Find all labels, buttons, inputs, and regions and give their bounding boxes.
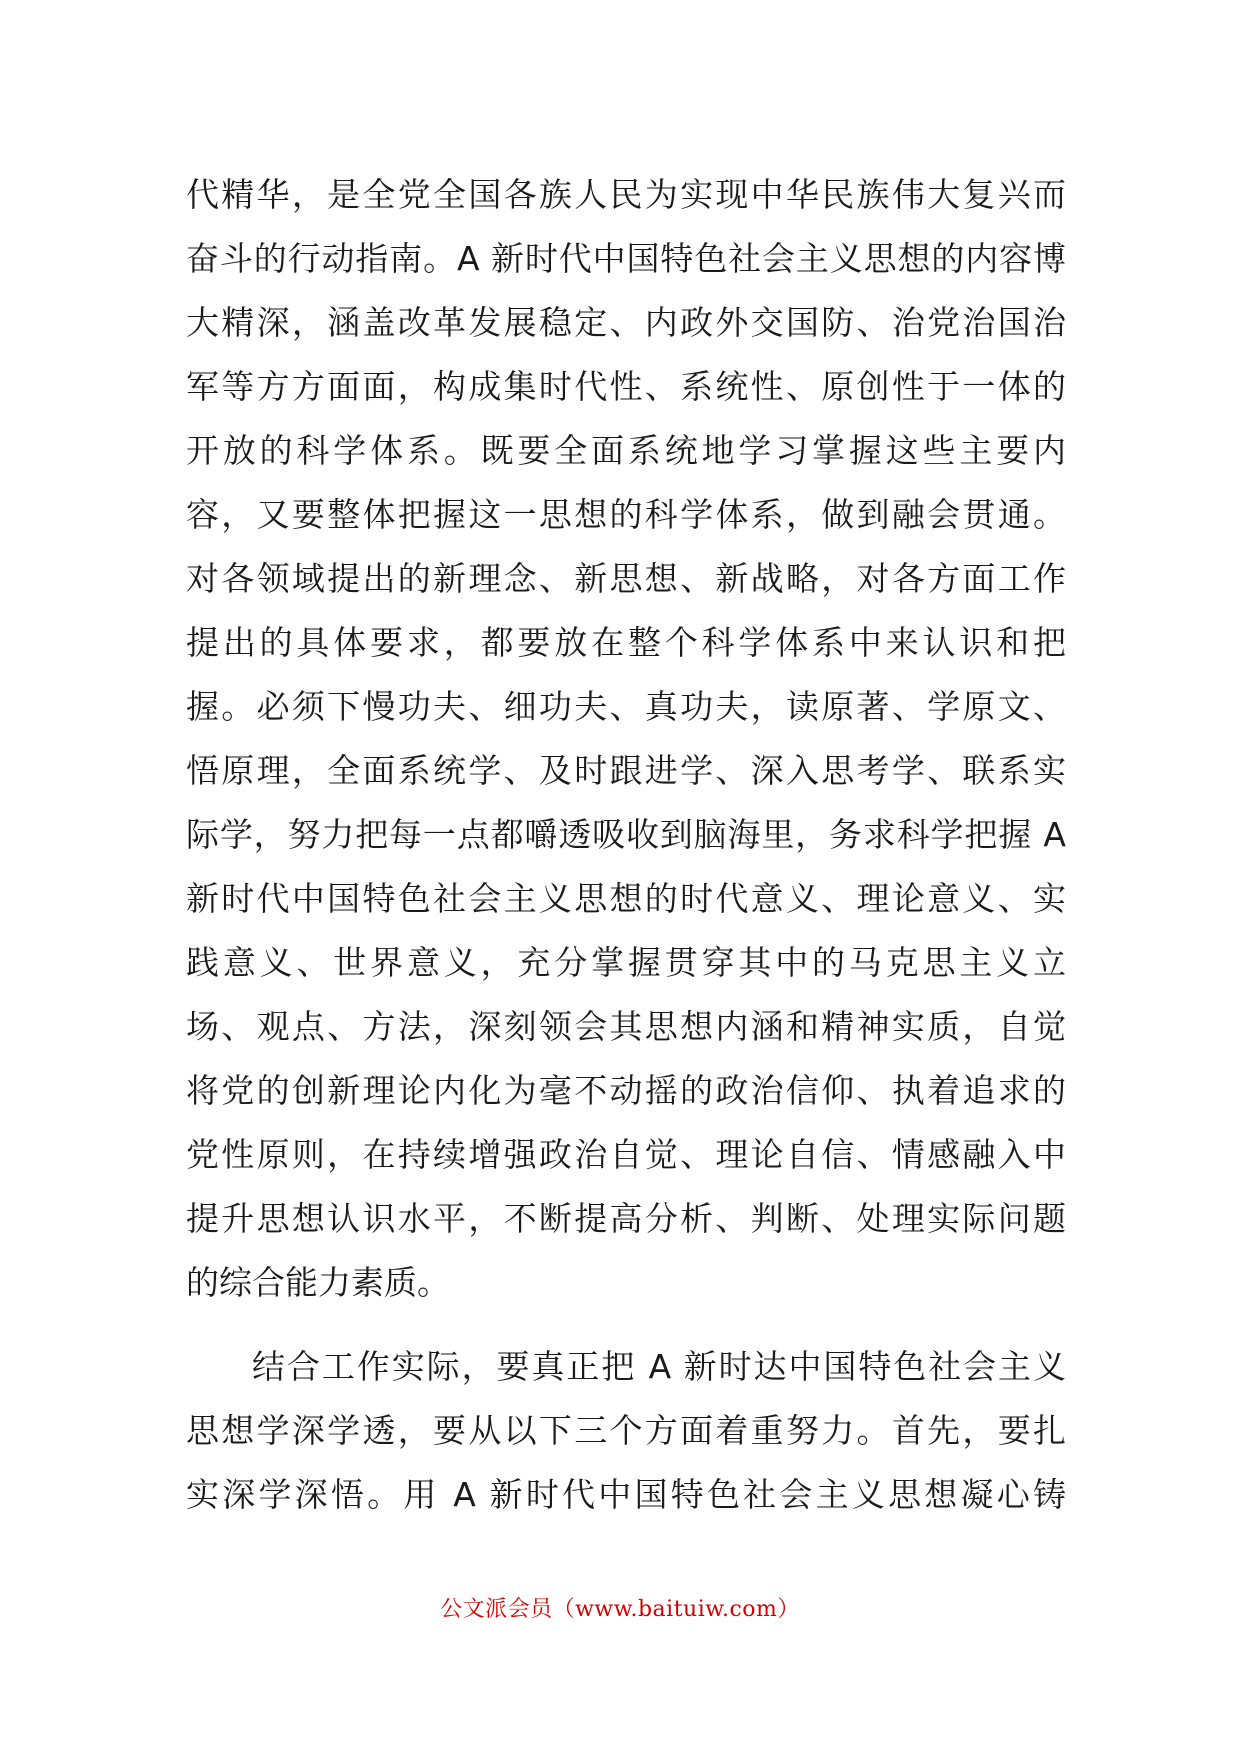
paragraph-line: 党性原则，在持续增强政治自觉、理论自信、情感融入中: [186, 1135, 1066, 1174]
paragraph-line: 实深学深悟。用 A 新时代中国特色社会主义思想凝心铸: [186, 1475, 1066, 1514]
paragraph-line: 际学，努力把每一点都嚼透吸收到脑海里，务求科学把握 A: [186, 815, 1066, 854]
paragraph-1: [186, 163, 1066, 1315]
paragraph-line: 开放的科学体系。既要全面系统地学习掌握这些主要内: [186, 431, 1066, 470]
paragraph-line: 奋斗的行动指南。A 新时代中国特色社会主义思想的内容博: [186, 239, 1066, 278]
paragraph-line: 场、观点、方法，深刻领会其思想内涵和精神实质，自觉: [186, 1007, 1066, 1046]
paragraph-line: 新时代中国特色社会主义思想的时代意义、理论意义、实: [186, 879, 1066, 918]
paragraph-line: 对各领域提出的新理念、新思想、新战略，对各方面工作: [186, 559, 1066, 598]
paragraph-line: 握。必须下慢功夫、细功夫、真功夫，读原著、学原文、: [186, 687, 1066, 726]
paragraph-line: 军等方方面面，构成集时代性、系统性、原创性于一体的: [186, 367, 1066, 406]
paragraph-line: 提升思想认识水平，不断提高分析、判断、处理实际问题: [186, 1199, 1066, 1238]
paragraph-line: 的综合能力素质。: [186, 1263, 450, 1302]
paragraph-line: 代精华，是全党全国各族人民为实现中华民族伟大复兴而: [186, 175, 1066, 214]
paragraph-line: 悟原理，全面系统学、及时跟进学、深入思考学、联系实: [186, 751, 1066, 790]
paragraph-line: 容，又要整体把握这一思想的科学体系，做到融会贯通。: [186, 495, 1066, 534]
paragraph-line: 大精深，涵盖改革发展稳定、内政外交国防、治党治国治: [186, 303, 1066, 342]
document-body: [186, 163, 1066, 1527]
paragraph-line: 践意义、世界意义，充分掌握贯穿其中的马克思主义立: [186, 943, 1066, 982]
paragraph-line: 结合工作实际，要真正把 A 新时达中国特色社会主义: [252, 1347, 1066, 1386]
paragraph-line: 提出的具体要求，都要放在整个科学体系中来认识和把: [186, 623, 1066, 662]
paragraph-2: [186, 1335, 1066, 1527]
paragraph-line: 将党的创新理论内化为毫不动摇的政治信仰、执着追求的: [186, 1071, 1066, 1110]
paragraph-spacer: [186, 1315, 1066, 1335]
paragraph-line: 思想学深学透，要从以下三个方面着重努力。首先，要扎: [186, 1411, 1066, 1450]
footer-watermark: 公文派会员（www.baituiw.com）: [440, 1597, 800, 1622]
